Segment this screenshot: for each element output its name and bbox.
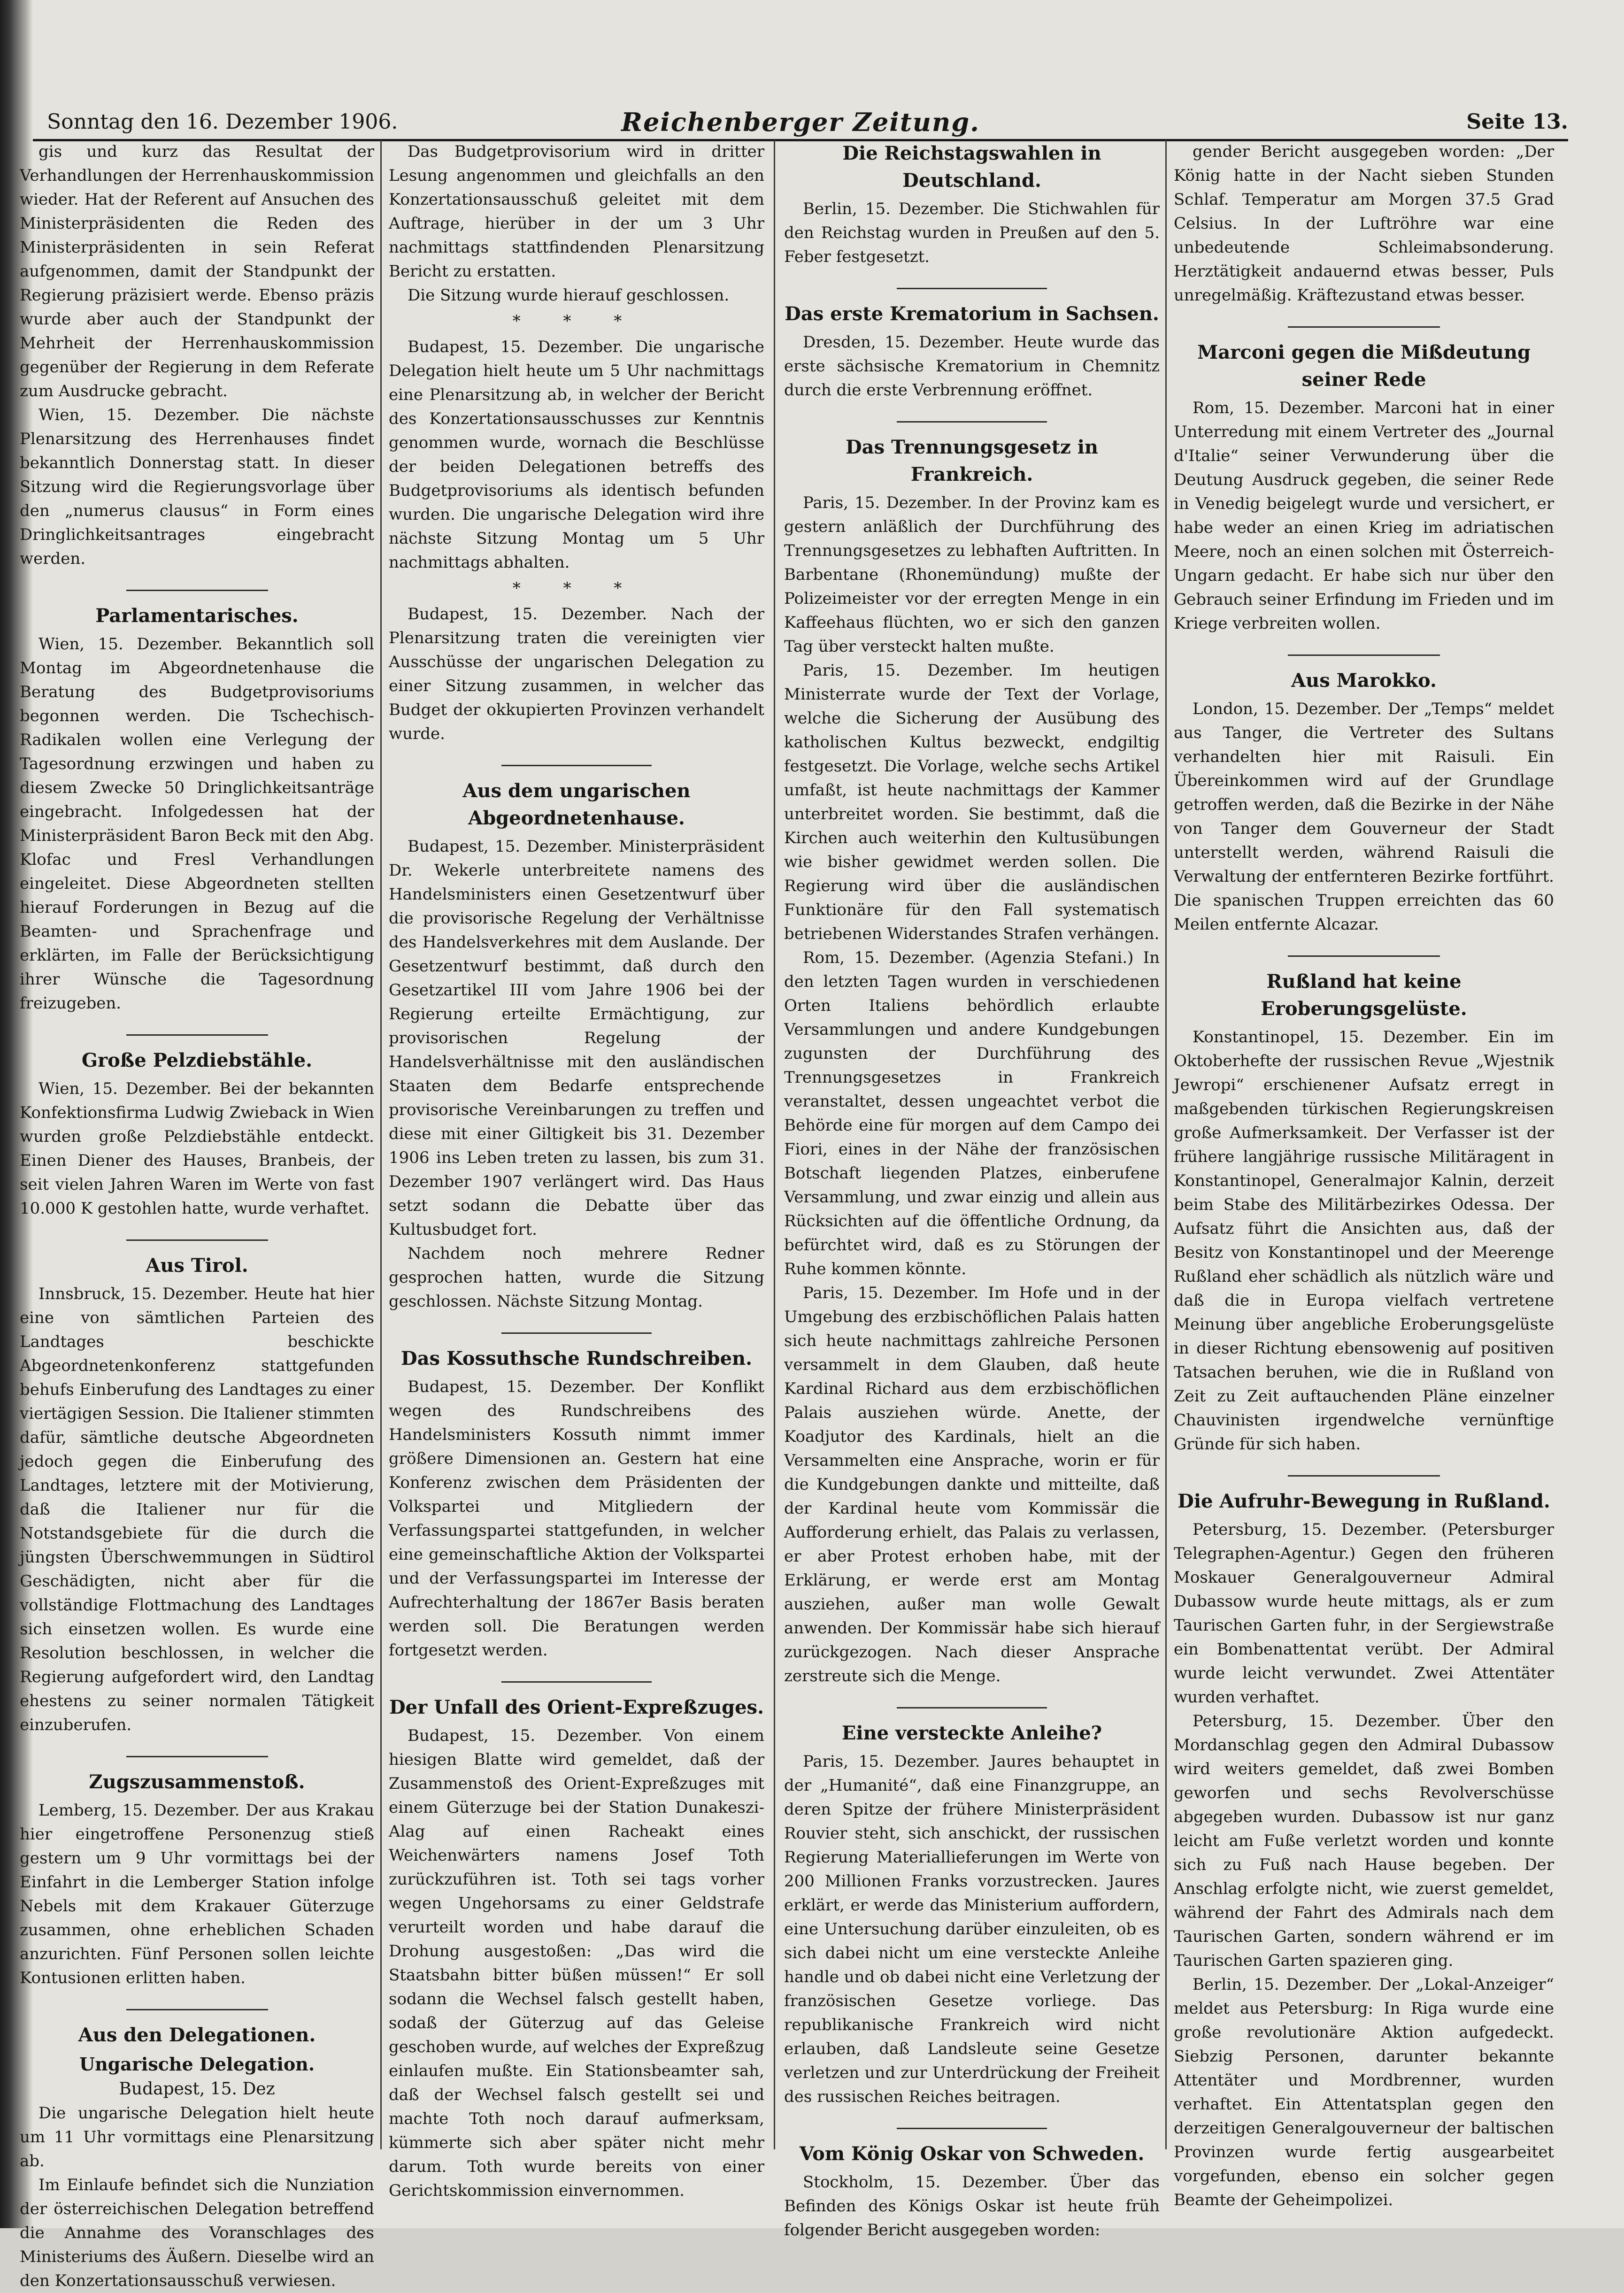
article-paragraph: Budapest, 15. Dezember. Der Konflikt wegen des Rundschreibens des Handelsministers Kossuth nimmt immer größere Dimensionen an. Gestern hat eine Konferenz zwischen dem Präsidenten der Volkspartei und Mitgliedern der Verfassungspartei stattgefunden, in welcher eine gemeinschaftliche Aktion der Volkspartei und der Verfassungspartei im Interesse der Aufrechterhaltung der 1867er Basis beraten werden soll. Die Beratungen werden fortgesetzt werden. (389, 1377, 764, 1660)
article-separator (126, 1239, 268, 1241)
article-heading: Die Aufruhr-Bewegung in Rußland. (1178, 1490, 1550, 1512)
column-3 (784, 140, 1160, 2239)
article (784, 300, 1160, 402)
article-paragraph: Paris, 15. Dezember. Im Hofe und in der Umgebung des erzbischöflichen Palais hatten sich heute nachmittags zahlreiche Personen versammelt in dem Glauben, daß heute Kardinal Richard aus dem erzbischöflichen Palais ausziehen würde. Anette, der Koadjutor des Kardinals, hielt an die Versammelten eine Ansprache, worin er für die Kundgebungen dankte und mitteilte, daß der Kardinal heute vom Kommissär die Aufforderung erhielt, das Palais zu verlassen, er aber Protest erhoben habe, mit der Erklärung, er werde erst am Montag ausziehen, außer man wolle Gewalt anwenden. Der Kommissär habe sich hierauf zurückgezogen. Nach dieser Ansprache zerstreute sich die Menge. (784, 1284, 1160, 1685)
article (784, 2140, 1160, 2242)
article-heading: Aus Marokko. (1291, 669, 1437, 692)
article-separator (126, 2009, 268, 2010)
article-separator (1288, 955, 1440, 957)
masthead-page-number: Seite 13. (1466, 110, 1568, 134)
article-paragraph: Die Sitzung wurde hierauf geschlossen. (408, 286, 730, 305)
article (389, 140, 764, 746)
article-heading: Eine versteckte Anleihe? (841, 1722, 1102, 1744)
article (20, 2022, 374, 2293)
article-heading: Das Kossuthsche Rundschreiben. (400, 1347, 753, 1370)
article-heading: Das Trennungsgesetz in Frankreich. (845, 436, 1099, 485)
article (1174, 667, 1554, 937)
article (784, 140, 1160, 269)
article (20, 1252, 374, 1737)
article-paragraph: Paris, 15. Dezember. Im heutigen Ministerrate wurde der Text der Vorlage, welche die Sicherung der Ausübung des katholischen Kultus bezweckt, endgiltig festgesetzt. Die Vorlage, welche sechs Artikel umfaßt, ist heute nachmittags der Kammer unterbreitet worden. Sie bestimmt, daß die Kirchen auch weiterhin den Kultusübungen wie bisher gewidmet werden sollen. Die Regierung wird über die ausländischen Funktionäre für den Fall systematisch betriebenen Widerstandes Strafen verhängen. (784, 661, 1160, 943)
article-paragraph: Paris, 15. Dezember. In der Provinz kam es gestern anläßlich der Durchführung des Trennungsgesetzes zu lebhaften Auftritten. In Barbentane (Rhonemündung) mußte der Polizeimeister vor der erregten Menge in ein Kaffeehaus flüchten, wo er sich den ganzen Tag über versteckt halten mußte. (784, 493, 1160, 656)
article-paragraph: Berlin, 15. Dezember. Der „Lokal-Anzeiger“ meldet aus Petersburg: In Riga wurde eine große revolutionäre Aktion aufgedeckt. Siebzig Personen, darunter bekannte Attentäter und Mordbrenner, wurden verhaftet. Ein Attentatsplan gegen den derzeitigen Generalgouverneur der baltischen Provinzen wurde fertig ausgearbeitet vorgefunden, ebenso ein solcher gegen Beamte der Geheimpolizei. (1174, 1975, 1554, 2209)
article (784, 1720, 1160, 2109)
article (389, 777, 764, 1314)
column-4 (1174, 140, 1554, 2209)
article-heading: Aus dem ungarischen Abgeordnetenhause. (462, 780, 691, 829)
article-separator (897, 288, 1047, 289)
column-rule (380, 140, 382, 2149)
article-separator (126, 590, 268, 591)
article-separator (126, 1034, 268, 1036)
article-paragraph: Lemberg, 15. Dezember. Der aus Krakau hier eingetroffene Personenzug stieß gestern um 9 Uhr vormittags bei der Einfahrt in die Lemberger Station infolge Nebels mit dem Krakauer Güterzuge zusammen, ohne erheblichen Schaden anzurichten. Fünf Personen sollen leichte Kontusionen erlitten haben. (20, 1801, 374, 1987)
masthead (33, 107, 1568, 141)
column-2 (389, 140, 764, 2200)
article-paragraph: Rom, 15. Dezember. (Agenzia Stefani.) In den letzten Tagen wurden in verschiedenen Orten Italiens behördlich erlaubte Versammlungen und andere Kundgebungen zugunsten der Durchführung des Trennungsgesetzes in Frankreich veranstaltet, dessen ungeachtet verbot die Behörde eine für morgen auf dem Campo dei Fiori, eines in der Nähe der französischen Botschaft liegenden Platzes, einberufene Versammlung, und zwar einzig und allein aus Rücksichten auf die öffentliche Ordnung, da befürchtet wird, daß es zu Störungen der Ruhe kommen könnte. (784, 948, 1160, 1278)
article-paragraph: Petersburg, 15. Dezember. (Petersburger Telegraphen-Agentur.) Gegen den früheren Moskauer Generalgouverneur Admiral Dubassow wurde heute mittags, als er zum Taurischen Garten fuhr, in der Sergiewstraße ein Bombenattentat verübt. Der Admiral wurde leicht verwundet. Zwei Attentäter wurden verhaftet. (1174, 1520, 1554, 1707)
article-paragraph: Nachdem noch mehrere Redner gesprochen hatten, wurde die Sitzung geschlossen. Nächste Sitzung Montag. (389, 1244, 764, 1311)
column-rule (1165, 140, 1167, 2149)
article-separator (501, 1332, 652, 1334)
article-paragraph: Stockholm, 15. Dezember. Über das Befinden des Königs Oskar ist heute früh folgender Bericht ausgegeben worden: (784, 2173, 1160, 2239)
masthead-title: Reichenberger Zeitung. (621, 107, 980, 137)
article-separator (501, 765, 652, 766)
article-heading: Parlamentarisches. (95, 605, 299, 627)
article-paragraph: Petersburg, 15. Dezember. Über den Mordanschlag gegen den Admiral Dubassow wird weiters gemeldet, daß zwei Bomben geworfen und sechs Revolverschüsse abgegeben wurden. Dubassow ist nur ganz leicht am Fuße verletzt worden und konnte sich zu Fuß nach Hause begeben. Der Anschlag erfolgte nicht, wie zuerst gemeldet, während der Fahrt des Admirals nach dem Taurischen Garten, sondern während er im Taurischen Garten spazieren ging. (1174, 1712, 1554, 1970)
article (1174, 140, 1554, 308)
article (1174, 968, 1554, 1456)
column-1 (20, 140, 374, 2290)
article (389, 1345, 764, 1662)
article-heading: Rußland hat keine Eroberungsgelüste. (1261, 970, 1467, 1020)
column-rule (774, 140, 775, 2149)
article-separator (501, 1681, 652, 1683)
article (20, 1047, 374, 1221)
article (784, 434, 1160, 1688)
article-separator (897, 421, 1047, 423)
article-paragraph: Budapest, 15. Dezember. Die ungarische Delegation hielt heute um 5 Uhr nachmittags eine Plenarsitzung ab, in welcher der Bericht des Konzertationsausschusses zur Kenntnis genommen wurde, wornach die Beschlüsse der beiden Delegationen betreffs des Budgetprovisoriums als identisch befunden wurden. Die ungarische Delegation wird ihre nächste Sitzung Montag um 5 Uhr nachmittags abhalten. (389, 338, 764, 572)
article-paragraph: Budapest, 15. Dezember. Ministerpräsident Dr. Wekerle unterbreitete namens des Handelsministers einen Gesetzentwurf über die provisorische Regelung der Verhältnisse des Handelsverkehres mit dem Auslande. Der Gesetzentwurf bestimmt, daß durch den Gesetzartikel III vom Jahre 1906 bei der Regierung erteilte Ermächtigung, zur provisorischen Regelung der Handelsverhältnisse mit den ausländischen Staaten dem Bedarfe entsprechende provisorische Vereinbarungen zu treffen und diese mit einer Giltigkeit bis 31. Dezember 1906 ins Leben treten zu lassen, bis zum 31. Dezember 1907 verlängert wird. Das Haus setzt sodann die Debatte über das Kultusbudget fort. (389, 837, 764, 1239)
article-paragraph: Wien, 15. Dezember. Bekanntlich soll Montag im Abgeordnetenhause die Beratung des Budgetprovisoriums begonnen werden. Die Tschechisch-Radikalen wollen eine Verlegung der Tagesordnung erzwingen und haben zu diesem Zwecke 50 Dringlichkeitsanträge eingebracht. Infolgedessen hat der Ministerpräsident Baron Beck mit den Abg. Klofac und Fresl Verhandlungen eingeleitet. Diese Abgeordneten stellten hierauf Forderungen in Bezug auf die Beamten- und Sprachenfrage und erklärten, im Falle der Berücksichtigung ihrer Wünsche die Tagesordnung freizugeben. (20, 635, 374, 1013)
article (1174, 1488, 1554, 2212)
article-heading: Das erste Krematorium in Sachsen. (785, 303, 1159, 325)
article-heading: Zugszusammenstoß. (89, 1771, 305, 1793)
article-paragraph: Dresden, 15. Dezember. Heute wurde das erste sächsische Krematorium in Chemnitz durch die erste Verbrennung eröffnet. (784, 333, 1160, 400)
article-heading: Aus Tirol. (146, 1254, 248, 1277)
article-paragraph: Das Budgetprovisorium wird in dritter Lesung angenommen und gleichfalls an den Konzertationsausschuß geleitet mit dem Auftrage, hierüber in der um 3 Uhr nachmittags stattfindenden Plenarsitzung Bericht zu erstatten. (389, 142, 764, 281)
article (20, 1769, 374, 1990)
article-paragraph: gis und kurz das Resultat der Verhandlungen der Herrenhauskommission wieder. Hat der Referent auf Ansuchen des Ministerpräsidenten die Reden des Ministerpräsidenten in sein Referat aufgenommen, damit der Standpunkt der Regierung präzisiert werde. Ebenso präzis wurde aber auch der Standpunkt der Mehrheit der Herrenhauskommission gegenüber der Regierung in dem Referate zum Ausdrucke gebracht. (20, 142, 374, 400)
section-divider-stars: * * * (512, 579, 641, 598)
article-separator (1288, 326, 1440, 328)
article (389, 1694, 764, 2203)
article-paragraph: Die ungarische Delegation hielt heute um 11 Uhr vormittags eine Plenarsitzung ab. (20, 2104, 374, 2170)
article-paragraph: Paris, 15. Dezember. Jaures behauptet in der „Humanité“, daß eine Finanzgruppe, an deren Spitze der frühere Ministerpräsident Rouvier steht, sich anschickt, der russischen Regierung Materiallieferungen im Werte von 200 Millionen Franks vorzustrecken. Jaures erklärt, er werde das Ministerium auffordern, eine Untersuchung darüber einzuleiten, ob es sich dabei nicht um eine versteckte Anleihe handle und ob dabei nicht eine Verletzung der französischen Gesetze vorliege. Das republikanische Frankreich wird nicht erlauben, daß Landsleute seine Gesetze verletzen und zur Unterdrückung der Freiheit des russischen Reiches beitragen. (784, 1752, 1160, 2106)
article-paragraph: London, 15. Dezember. Der „Temps“ meldet aus Tanger, die Vertreter des Sultans verhandelten hier mit Raisuli. Ein Übereinkommen wird auf der Grundlage getroffen werden, daß die Bezirke in der Nähe von Tanger dem Gouverneur der Stadt unterstellt werden, während Raisuli die Verwaltung der entfernteren Bezirke fortführt. Die spanischen Truppen erreichten das 60 Meilen entfernte Alcazar. (1174, 700, 1554, 934)
article-heading: Große Pelzdiebstähle. (81, 1049, 313, 1071)
article-heading: Aus den Delegationen. (78, 2024, 316, 2046)
article (20, 602, 374, 1016)
article-paragraph: Konstantinopel, 15. Dezember. Ein im Oktoberhefte der russischen Revue „Wjestnik Jewropi“ erschienener Aufsatz erregt in maßgebenden türkischen Regierungskreisen große Aufmerksamkeit. Der Verfasser ist der frühere langjährige russische Militäragent in Konstantinopel, Generalmajor Kalnin, derzeit beim Stabe des Militärbezirkes Odessa. Der Aufsatz führt die Ansichten aus, daß der Besitz von Konstantinopel und der Meerenge Rußland eher schädlich als nützlich wäre und daß die in Europa vielfach vertretene Meinung über angebliche Eroberungsgelüste in dieser Richtung ebensowenig auf positiven Tatsachen beruhen, wie die in Rußland von Zeit zu Zeit auftauchenden Pläne einzelner Chauvinisten irgendwelche vernünftige Gründe für sich haben. (1174, 1028, 1554, 1454)
article (20, 140, 374, 571)
article-dateline: Budapest, 15. Dez (119, 2079, 275, 2099)
article-heading: Marconi gegen die Mißdeutung seiner Rede (1197, 341, 1531, 391)
article-heading: Vom König Oskar von Schweden. (799, 2143, 1145, 2165)
article-paragraph: Wien, 15. Dezember. Bei der bekannten Konfektionsfirma Ludwig Zwieback in Wien wurden große Pelzdiebstähle entdeckt. Einen Diener des Hauses, Branbeis, der seit vielen Jahren Waren im Werte von fast 10.000 K gestohlen hatte, wurde verhaftet. (20, 1079, 374, 1218)
article-separator (897, 2128, 1047, 2129)
article-paragraph: gender Bericht ausgegeben worden: „Der König hatte in der Nacht sieben Stunden Schlaf. Temperatur am Morgen 37.5 Grad Celsius. In der Luftröhre war eine unbedeutende Schleimabsonderung. Herztätigkeit andauernd etwas besser, Puls unregelmäßig. Kräftezustand etwas besser. (1174, 142, 1554, 305)
article-paragraph: Im Einlaufe befindet sich die Nunziation der österreichischen Delegation betreffend die Annahme des Voranschlages des Ministeriums des Äußern. Dieselbe wird an den Konzertationsausschuß verwiesen. (20, 2176, 374, 2290)
article-paragraph: Rom, 15. Dezember. Marconi hat in einer Unterredung mit einem Vertreter des „Journal d'Italie“ seiner Verwunderung über die Deutung Ausdruck gegeben, die seiner Rede in Venedig beigelegt wurde und versichert, er habe weder an einen Krieg im adriatischen Meere, noch an einen solchen mit Österreich-Ungarn gedacht. Er habe sich nur über den Gebrauch seiner Erfindung im Frieden und im Kriege verbreiten wollen. (1174, 399, 1554, 633)
article-paragraph: Innsbruck, 15. Dezember. Heute hat hier eine von sämtlichen Parteien des Landtages beschickte Abgeordnetenkonferenz stattgefunden behufs Einberufung des Landtages zu einer viertägigen Session. Die Italiener stimmten dafür, sämtliche deutsche Abgeordneten jedoch gegen die Einberufung des Landtages, letztere mit der Motivierung, daß die Italiener nur für die Notstandsgebiete für die durch die jüngsten Überschwemmungen in Südtirol Geschädigten, nicht aber für die vollständige Flottmachung des Landtages sich einsetzen wollen. Es wurde eine Resolution beschlossen, in welcher die Regierung aufgefordert wird, den Landtag ehestens zu seiner normalen Tätigkeit einzuberufen. (20, 1285, 374, 1734)
article (1174, 339, 1554, 636)
article-separator (1288, 1475, 1440, 1477)
article-paragraph: Wien, 15. Dezember. Die nächste Plenarsitzung des Herrenhauses findet bekanntlich Donnerstag statt. In dieser Sitzung wird die Regierungsvorlage über den „numerus clausus“ in Form eines Dringlichkeitsantrages eingebracht werden. (20, 406, 374, 568)
article-separator (126, 1756, 268, 1757)
article-paragraph: Berlin, 15. Dezember. Die Stichwahlen für den Reichstag wurden in Preußen auf den 5. Feber festgesetzt. (784, 200, 1160, 266)
article-subheading: Ungarische Delegation. (79, 2054, 315, 2075)
article-paragraph: Budapest, 15. Dezember. Von einem hiesigen Blatte wird gemeldet, daß der Zusammenstoß des Orient-Expreßzuges mit einem Güterzuge bei der Station Dunakeszi-Alag auf einen Racheakt eines Weichenwärters namens Josef Toth zurückzuführen ist. Toth sei tags vorher wegen Ungehorsams zu einer Geldstrafe verurteilt worden und habe darauf die Drohung ausgestoßen: „Das wird die Staatsbahn bitter büßen müssen!“ Er soll sodann die Wechsel falsch gestellt haben, sodaß der Güterzug auf das Geleise geschoben wurde, auf welches der Expreßzug einlaufen mußte. Ein Stationsbeamter sah, daß der Wechsel falsch gestellt sei und machte Toth noch darauf aufmerksam, kümmerte sich aber später nicht mehr darum. Toth wurde bereits von einer Gerichtskommission einvernommen. (389, 1726, 764, 2200)
article-heading: Die Reichstagswahlen in Deutschland. (842, 142, 1101, 192)
article-heading: Der Unfall des Orient-Expreßzuges. (389, 1696, 764, 1718)
article-separator (1288, 654, 1440, 656)
section-divider-stars: * * * (512, 312, 641, 331)
article-paragraph: Budapest, 15. Dezember. Nach der Plenarsitzung traten die vereinigten vier Ausschüsse der ungarischen Delegation zu einer Sitzung zusammen, in welcher das Budget der okkupierten Provinzen verhandelt wurde. (389, 605, 764, 743)
masthead-date: Sonntag den 16. Dezember 1906. (47, 110, 398, 134)
article-separator (897, 1707, 1047, 1708)
